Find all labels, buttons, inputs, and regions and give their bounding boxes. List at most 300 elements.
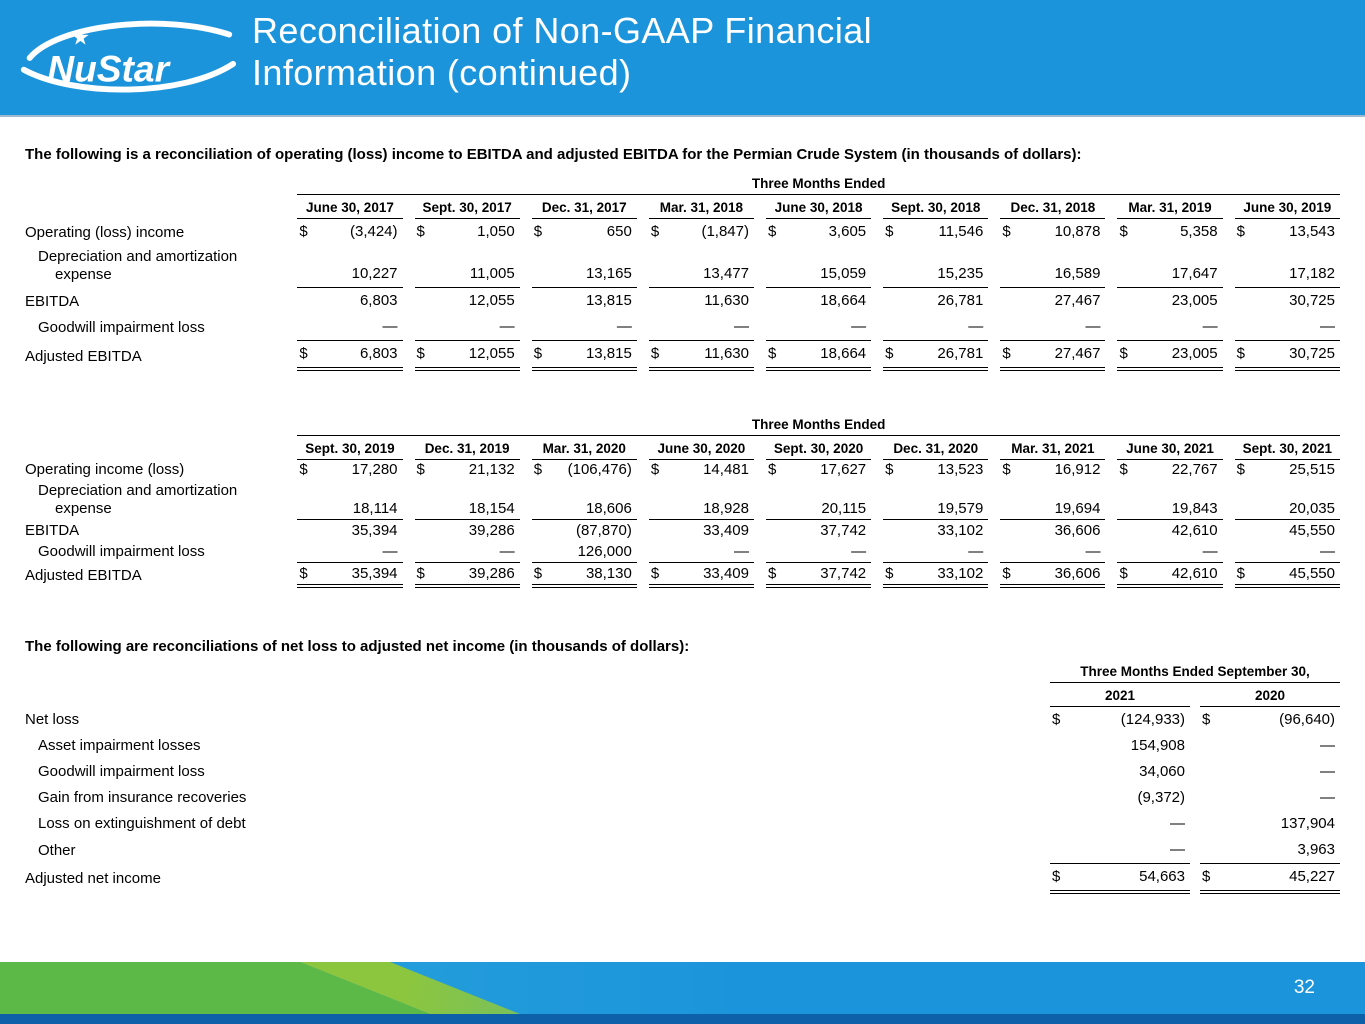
cell-number: 137,904 (1280, 815, 1335, 832)
column-gap (1223, 340, 1235, 369)
column-gap (637, 287, 649, 314)
cell-value (297, 219, 402, 246)
dollar-sign: $ (416, 344, 425, 362)
cell-value (649, 520, 754, 542)
cell-number: 26,781 (937, 291, 984, 309)
cell-number: 37,742 (820, 564, 867, 582)
cell-value (649, 459, 754, 481)
dollar-sign: $ (299, 564, 308, 582)
column-gap (1190, 837, 1200, 864)
column-gap (403, 563, 415, 587)
cell-value (297, 541, 402, 563)
column-gap (520, 481, 532, 520)
cell-value (532, 459, 637, 481)
cell-number: 35,394 (351, 521, 398, 539)
cell-number: — (968, 317, 984, 335)
row-label: Adjusted EBITDA (25, 566, 142, 584)
cell-value (766, 541, 871, 563)
cell-number: 13,523 (937, 461, 984, 478)
cell-value (1117, 563, 1222, 587)
column-gap (754, 541, 766, 563)
nustar-logo-graphic (14, 8, 239, 108)
cell-number: — (382, 317, 398, 335)
cell-number: — (1202, 542, 1218, 560)
column-gap (520, 563, 532, 587)
column-header: Sept. 30, 2019 (297, 435, 402, 459)
table-row (25, 733, 1340, 759)
column-gap (754, 245, 766, 287)
cell-number: (3,424) (349, 223, 398, 240)
cell-value (1117, 314, 1222, 341)
cell-value (1000, 340, 1105, 369)
column-gap (637, 481, 649, 520)
cell-number: 16,912 (1054, 461, 1101, 478)
cell-number: 1,050 (477, 223, 515, 240)
cell-value (649, 340, 754, 369)
cell-value (297, 459, 402, 481)
cell-number: — (851, 542, 867, 560)
cell-number: 23,005 (1171, 291, 1218, 309)
cell-value (297, 520, 402, 542)
cell-number: (9,372) (1137, 789, 1185, 806)
cell-value (415, 459, 520, 481)
cell-number: 26,781 (937, 344, 984, 362)
cell-number: 17,627 (820, 461, 867, 478)
column-gap (1105, 520, 1117, 542)
cell-value (1000, 520, 1105, 542)
cell-number: 11,630 (704, 291, 749, 309)
column-header: Sept. 30, 2017 (415, 195, 520, 219)
cell-number: (87,870) (575, 521, 632, 539)
cell-value (297, 340, 402, 369)
cell-value (1050, 864, 1190, 893)
cell-value (1050, 785, 1190, 811)
slide-footer (0, 962, 1365, 1024)
cell-value (1050, 837, 1190, 864)
column-gap (871, 340, 883, 369)
column-gap (637, 219, 649, 246)
column-header: June 30, 2018 (766, 195, 871, 219)
cell-value (1235, 459, 1340, 481)
cell-value (1200, 707, 1340, 734)
column-header: Sept. 30, 2021 (1235, 435, 1340, 459)
logo-wordmark: NuStar (47, 47, 170, 90)
column-gap (403, 219, 415, 246)
dollar-sign: $ (416, 564, 425, 582)
dollar-sign: $ (1002, 223, 1011, 240)
cell-number: 154,908 (1130, 737, 1185, 754)
dollar-sign: $ (768, 223, 777, 240)
cell-value (1000, 287, 1105, 314)
cell-value (1117, 459, 1222, 481)
footer-band (0, 962, 1365, 1014)
cell-number: — (1320, 542, 1335, 560)
slide-title-line-2: Information (continued) (252, 52, 632, 94)
row-label: Adjusted EBITDA (25, 347, 142, 365)
cell-number: — (851, 317, 867, 335)
column-gap (1105, 541, 1117, 563)
cell-number: 17,280 (351, 461, 398, 478)
column-gap (1223, 481, 1235, 520)
row-label: Operating (loss) income (25, 224, 185, 241)
column-gap (403, 287, 415, 314)
cell-value (297, 563, 402, 587)
dollar-sign: $ (1236, 564, 1245, 582)
cell-value (415, 340, 520, 369)
cell-value (649, 314, 754, 341)
column-gap (285, 459, 297, 481)
cell-number: (1,847) (701, 223, 749, 240)
cell-value (532, 245, 637, 287)
cell-value (415, 520, 520, 542)
dollar-sign: $ (299, 344, 308, 362)
cell-number: 25,515 (1289, 461, 1335, 478)
row-label: Gain from insurance recoveries (38, 789, 247, 806)
row-label: Goodwill impairment loss (38, 763, 205, 780)
cell-number: — (1320, 763, 1335, 780)
column-gap (1040, 785, 1050, 811)
cell-value (532, 520, 637, 542)
cell-number: — (1202, 317, 1218, 335)
cell-value (649, 245, 754, 287)
dollar-sign: $ (650, 344, 660, 362)
table-row (25, 837, 1340, 864)
cell-value (1200, 864, 1340, 893)
cell-number: — (1320, 737, 1335, 754)
dollar-sign: $ (1236, 461, 1245, 478)
cell-number: 42,610 (1171, 521, 1218, 539)
dollar-sign: $ (1052, 711, 1061, 728)
column-gap (285, 563, 297, 587)
cell-value (1117, 219, 1222, 246)
cell-value (1000, 459, 1105, 481)
column-gap (988, 287, 1000, 314)
cell-number: — (1085, 542, 1101, 560)
cell-number: (106,476) (567, 461, 632, 478)
column-gap (637, 340, 649, 369)
cell-number: — (1320, 789, 1335, 806)
column-gap (754, 459, 766, 481)
cell-number: — (1170, 815, 1185, 832)
column-gap (1223, 459, 1235, 481)
row-label: Loss on extinguishment of debt (38, 815, 246, 832)
cell-value (1117, 541, 1222, 563)
cell-number: 33,409 (703, 564, 749, 582)
span-header-row (25, 417, 1340, 436)
dollar-sign: $ (416, 461, 425, 478)
column-header: Dec. 31, 2019 (415, 435, 520, 459)
column-gap (754, 520, 766, 542)
cell-number: 10,878 (1054, 223, 1101, 240)
column-gap (871, 563, 883, 587)
column-gap (637, 459, 649, 481)
cell-value (1000, 541, 1105, 563)
column-header: Dec. 31, 2018 (1000, 195, 1105, 219)
column-gap (1040, 864, 1050, 893)
dollar-sign: $ (299, 461, 308, 478)
cell-value (297, 314, 402, 341)
cell-number: 36,606 (1054, 521, 1101, 539)
cell-value (1200, 759, 1340, 785)
column-gap (754, 314, 766, 341)
column-gap (1223, 314, 1235, 341)
cell-value (1117, 481, 1222, 520)
page-number: 32 (1293, 977, 1315, 998)
cell-value (649, 541, 754, 563)
column-gap (285, 541, 297, 563)
column-gap (1105, 245, 1117, 287)
cell-number: 34,060 (1139, 763, 1185, 780)
cell-number: (96,640) (1279, 711, 1335, 728)
column-gap (1223, 245, 1235, 287)
cell-number: 15,059 (820, 264, 867, 282)
slide-header (0, 0, 1365, 117)
dollar-sign: $ (650, 564, 660, 582)
cell-value (766, 287, 871, 314)
cell-value (415, 541, 520, 563)
cell-number: 13,815 (585, 344, 632, 362)
column-header: June 30, 2019 (1235, 195, 1340, 219)
table-row (25, 481, 1340, 520)
column-gap (1040, 707, 1050, 734)
dollar-sign: $ (1002, 461, 1011, 478)
cell-number: 39,286 (468, 564, 515, 582)
column-gap (754, 340, 766, 369)
column-gap (754, 287, 766, 314)
cell-number: 18,928 (703, 499, 749, 517)
cell-number: 19,694 (1054, 499, 1101, 517)
cell-value (1235, 541, 1340, 563)
table-row (25, 785, 1340, 811)
cell-value (532, 340, 637, 369)
column-gap (285, 245, 297, 287)
cell-number: 6,803 (359, 344, 398, 362)
footer-green-shape (0, 962, 1365, 1014)
cell-value (1235, 219, 1340, 246)
column-gap (988, 459, 1000, 481)
cell-value (883, 340, 988, 369)
cell-value (1200, 733, 1340, 759)
cell-value (883, 459, 988, 481)
cell-number: 23,005 (1171, 344, 1218, 362)
dollar-sign: $ (650, 223, 660, 240)
cell-value (883, 287, 988, 314)
cell-value (649, 481, 754, 520)
dollar-sign: $ (1052, 868, 1061, 885)
cell-number: 6,803 (359, 291, 398, 309)
column-gap (988, 314, 1000, 341)
cell-number: 54,663 (1139, 868, 1185, 885)
column-gap (1105, 459, 1117, 481)
column-gap (1223, 541, 1235, 563)
column-gap (988, 520, 1000, 542)
dollar-sign: $ (885, 344, 894, 362)
cell-value (1235, 520, 1340, 542)
cell-value (1050, 811, 1190, 837)
table-row (25, 707, 1340, 734)
column-gap (1105, 287, 1117, 314)
column-gap (403, 481, 415, 520)
cell-value (1117, 287, 1222, 314)
column-header: Dec. 31, 2020 (883, 435, 988, 459)
column-gap (754, 219, 766, 246)
dollar-sign: $ (650, 461, 660, 478)
dollar-sign: $ (1119, 344, 1128, 362)
row-label: EBITDA (25, 292, 80, 310)
dollar-sign: $ (1236, 344, 1245, 362)
cell-number: — (382, 542, 398, 560)
cell-number: 3,963 (1297, 841, 1335, 858)
column-gap (988, 541, 1000, 563)
cell-number: 11,005 (469, 264, 515, 282)
cell-value (1050, 759, 1190, 785)
column-gap (637, 314, 649, 341)
cell-value (415, 287, 520, 314)
table-span-header: Three Months Ended (297, 176, 1340, 195)
cell-number: 27,467 (1054, 291, 1101, 309)
cell-value (883, 520, 988, 542)
cell-number: 11,546 (938, 223, 984, 240)
dollar-sign: $ (1202, 868, 1211, 885)
column-gap (871, 481, 883, 520)
dollar-sign: $ (885, 223, 894, 240)
column-gap (871, 219, 883, 246)
cell-number: 33,102 (937, 521, 984, 539)
cell-number: 16,589 (1054, 264, 1101, 282)
column-gap (988, 563, 1000, 587)
cell-number: 19,579 (937, 499, 984, 517)
column-gap (520, 245, 532, 287)
column-gap (403, 541, 415, 563)
table-row (25, 287, 1340, 314)
dollar-sign: $ (533, 223, 543, 240)
column-gap (1105, 481, 1117, 520)
intro-text-net-income: The following are reconciliations of net loss to adjusted net income (in thousands of dollars): (25, 638, 690, 655)
row-label: Goodwill impairment loss (38, 319, 205, 336)
column-gap (1105, 340, 1117, 369)
table-row (25, 563, 1340, 587)
column-gap (1223, 287, 1235, 314)
column-gap (637, 541, 649, 563)
column-gap (403, 459, 415, 481)
cell-number: 38,130 (585, 564, 632, 582)
cell-value (1235, 563, 1340, 587)
column-gap (988, 481, 1000, 520)
cell-value (1000, 245, 1105, 287)
cell-value (649, 287, 754, 314)
cell-value (415, 563, 520, 587)
cell-value (1000, 314, 1105, 341)
table-row (25, 864, 1340, 893)
cell-number: 45,550 (1289, 564, 1335, 582)
column-gap (1040, 733, 1050, 759)
cell-number: — (1085, 317, 1101, 335)
cell-number: 12,055 (468, 344, 515, 362)
cell-number: 39,286 (468, 521, 515, 539)
row-label: Depreciation and amortization expense (38, 248, 238, 283)
dollar-sign: $ (1202, 711, 1211, 728)
cell-number: 45,227 (1289, 868, 1335, 885)
dollar-sign: $ (299, 223, 308, 240)
row-label: Net loss (25, 711, 80, 728)
cell-number: 14,481 (703, 461, 749, 478)
cell-number: 36,606 (1054, 564, 1101, 582)
column-gap (520, 287, 532, 314)
column-gap (871, 459, 883, 481)
footer-bottom-strip (0, 1014, 1365, 1024)
nustar-logo (14, 8, 239, 108)
cell-value (1235, 481, 1340, 520)
table-row (25, 314, 1340, 341)
cell-number: 33,409 (703, 521, 749, 539)
slide-title-line-1: Reconciliation of Non-GAAP Financial (252, 10, 873, 51)
dollar-sign: $ (1002, 564, 1011, 582)
cell-value (883, 314, 988, 341)
cell-value (1000, 563, 1105, 587)
column-gap (871, 520, 883, 542)
cell-number: 10,227 (351, 264, 398, 282)
cell-number: 13,815 (585, 291, 632, 309)
cell-value (532, 219, 637, 246)
row-label: Goodwill impairment loss (38, 543, 205, 560)
table-row (25, 520, 1340, 542)
cell-value (1235, 287, 1340, 314)
cell-number: 13,477 (703, 264, 749, 282)
column-gap (871, 245, 883, 287)
cell-value (297, 245, 402, 287)
ebitda-table-2017-2019 (25, 176, 1340, 371)
dollar-sign: $ (1119, 564, 1128, 582)
column-header: 2020 (1200, 683, 1340, 707)
cell-value (1235, 245, 1340, 287)
cell-number: 27,467 (1054, 344, 1101, 362)
column-gap (1190, 864, 1200, 893)
cell-value (766, 520, 871, 542)
cell-value (649, 563, 754, 587)
cell-number: 42,610 (1171, 564, 1218, 582)
cell-number: 126,000 (577, 542, 632, 560)
cell-value (1200, 837, 1340, 864)
cell-number: 18,114 (352, 499, 398, 517)
column-gap (1105, 314, 1117, 341)
cell-number: 15,235 (937, 264, 984, 282)
intro-text-ebitda: The following is a reconciliation of operating (loss) income to EBITDA and adjusted EBITDA for the Permian Crude System (in thousands of dollars): (25, 146, 1082, 163)
cell-value (415, 245, 520, 287)
table-row (25, 219, 1340, 246)
column-gap (871, 314, 883, 341)
cell-number: — (1170, 841, 1185, 858)
dollar-sign: $ (768, 461, 777, 478)
column-gap (1190, 785, 1200, 811)
column-gap (285, 520, 297, 542)
column-gap (1105, 219, 1117, 246)
column-header-row (25, 435, 1340, 459)
column-gap (285, 340, 297, 369)
column-gap (520, 541, 532, 563)
dollar-sign: $ (1002, 344, 1011, 362)
column-gap (1105, 563, 1117, 587)
cell-value (532, 481, 637, 520)
slide-title (252, 10, 872, 95)
table-row (25, 811, 1340, 837)
cell-value (532, 314, 637, 341)
column-gap (637, 520, 649, 542)
column-gap (520, 520, 532, 542)
slide-body (0, 119, 1365, 894)
cell-number: — (499, 542, 515, 560)
column-gap (1190, 811, 1200, 837)
cell-number: 18,664 (820, 291, 867, 309)
